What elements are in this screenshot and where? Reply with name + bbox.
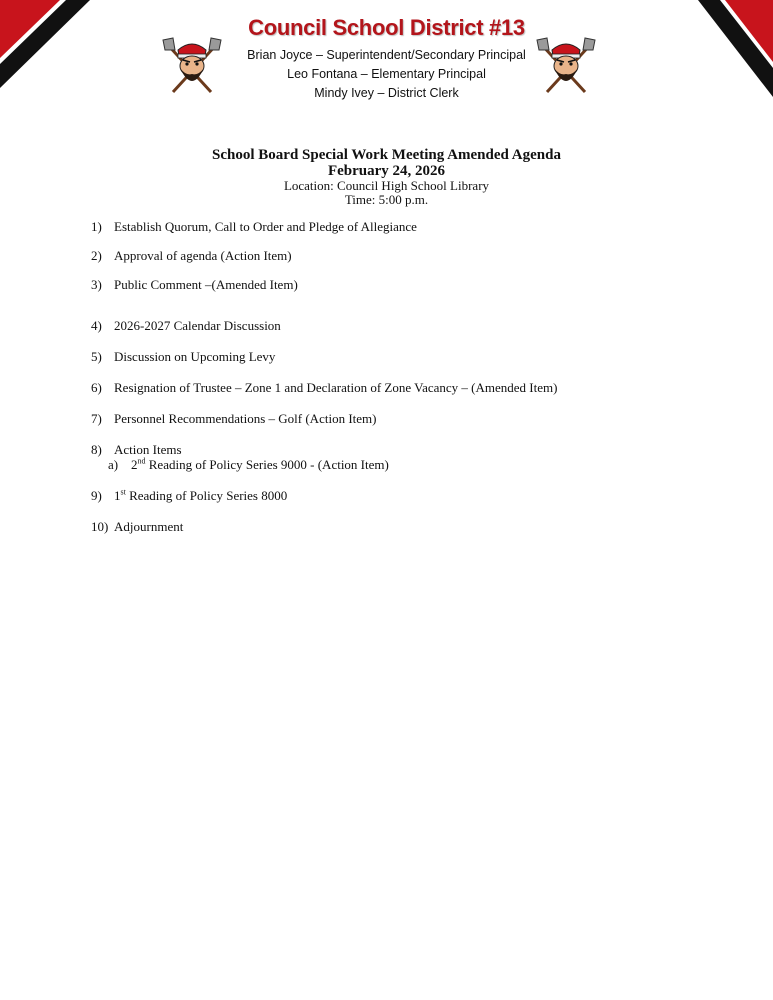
item-number: 5): [91, 349, 102, 364]
ordinal-number: 1: [114, 488, 121, 503]
item-text: Approval of agenda (Action Item): [114, 248, 292, 263]
ordinal-number: 2: [131, 457, 138, 472]
agenda-item: [91, 219, 417, 235]
agenda-item: [91, 488, 287, 504]
agenda-title: School Board Special Work Meeting Amended Agenda: [212, 147, 561, 163]
agenda-item: [91, 277, 298, 293]
agenda-item: [91, 349, 275, 365]
item-number: 8): [91, 442, 102, 457]
agenda-header: [0, 147, 773, 207]
item-text: Action Items: [114, 442, 182, 457]
agenda-item: [91, 411, 376, 427]
agenda-item: [91, 248, 292, 264]
item-text: Reading of Policy Series 8000: [129, 488, 288, 503]
ordinal-suffix: st: [120, 487, 126, 497]
sub-item-text: Reading of Policy Series 9000 - (Action Item): [148, 457, 389, 472]
item-text: Public Comment –(Amended Item): [114, 277, 298, 292]
item-number: 10): [91, 519, 109, 534]
agenda-item: [91, 442, 182, 458]
agenda-location: Location: Council High School Library: [283, 178, 490, 193]
district-name: Council School District #13: [248, 15, 525, 40]
item-number: 1): [91, 219, 102, 234]
sub-item-letter: a): [108, 457, 119, 472]
staff-elementary-principal: Leo Fontana – Elementary Principal: [287, 67, 486, 81]
staff-superintendent: Brian Joyce – Superintendent/Secondary Principal: [247, 48, 526, 62]
item-text: Resignation of Trustee – Zone 1 and Declaration of Zone Vacancy – (Amended Item): [114, 380, 558, 395]
agenda-item: [91, 380, 557, 396]
item-number: 7): [91, 411, 102, 426]
letterhead: [0, 14, 773, 103]
item-number: 3): [91, 277, 102, 292]
agenda-sub-item: [108, 457, 389, 473]
item-number: 2): [91, 248, 102, 263]
staff-district-clerk: Mindy Ivey – District Clerk: [314, 86, 459, 100]
item-number: 4): [91, 318, 102, 333]
agenda-date: February 24, 2026: [327, 163, 446, 179]
agenda-time: Time: 5:00 p.m.: [344, 192, 429, 207]
item-text: 2026-2027 Calendar Discussion: [114, 318, 281, 333]
item-text: Personnel Recommendations – Golf (Action Item): [114, 411, 377, 426]
item-number: 6): [91, 380, 102, 395]
item-number: 9): [91, 488, 102, 503]
agenda-item: [91, 519, 183, 535]
item-text: Adjournment: [114, 519, 184, 534]
agenda-item: [91, 318, 281, 334]
item-text: Discussion on Upcoming Levy: [114, 349, 276, 364]
ordinal-suffix: nd: [137, 456, 146, 466]
item-text: Establish Quorum, Call to Order and Pledge of Allegiance: [114, 219, 417, 234]
